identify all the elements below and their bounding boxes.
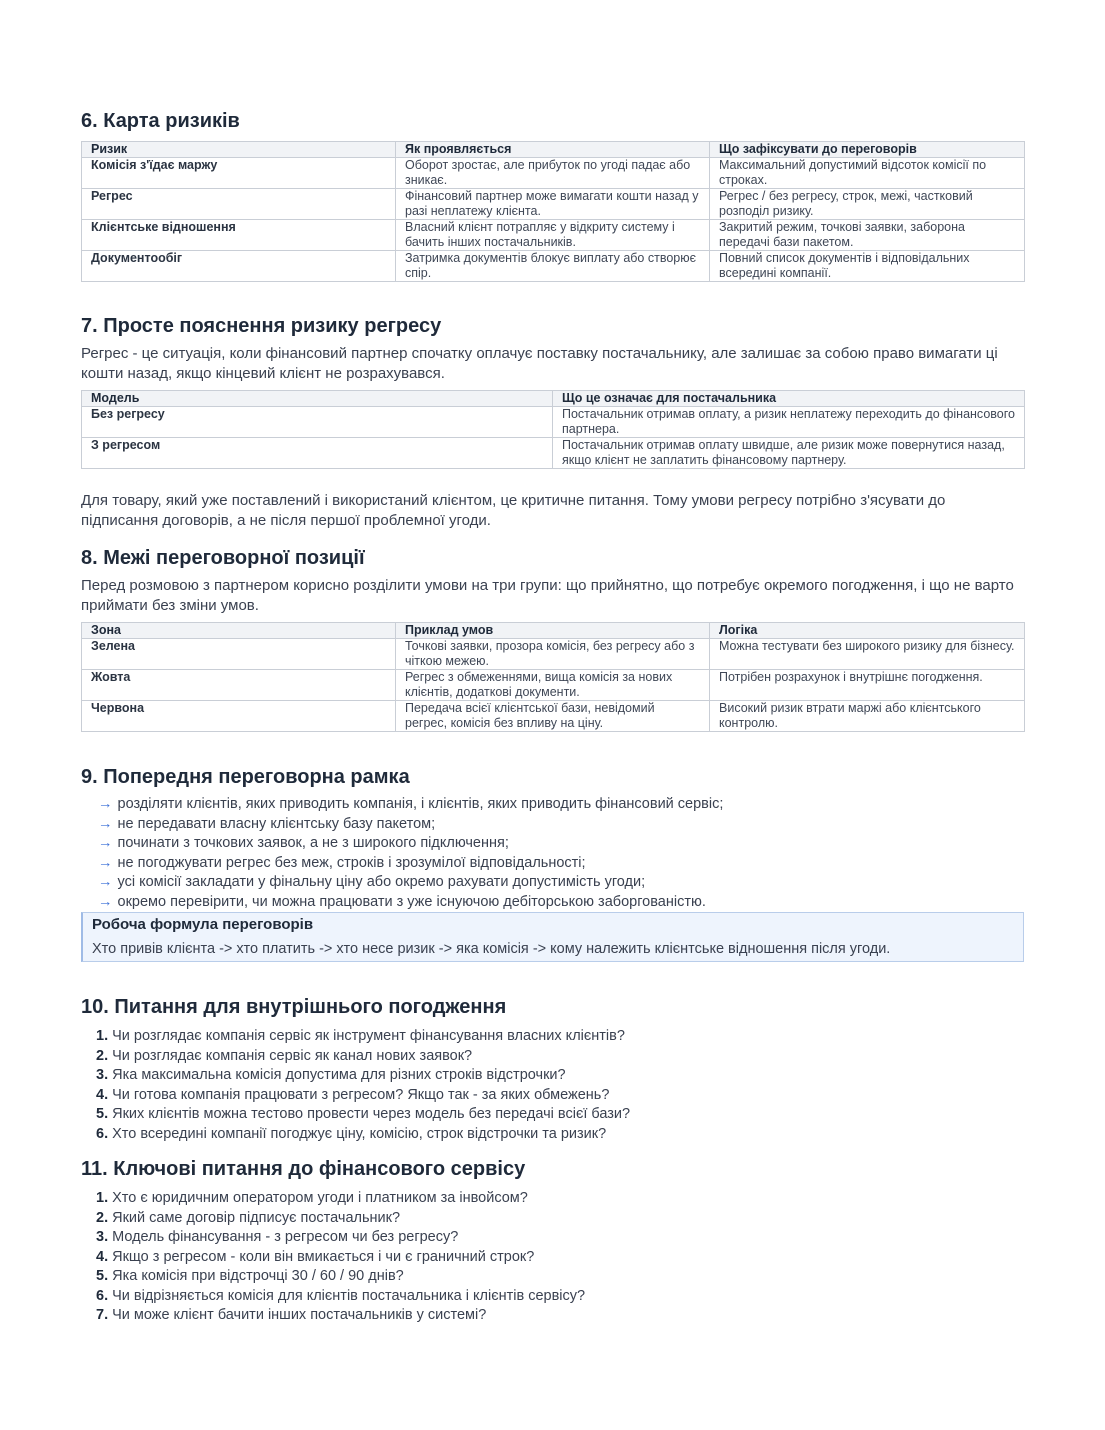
column-header: Що зафіксувати до переговорів	[710, 142, 1025, 158]
table-row	[82, 189, 1025, 220]
callout-title: Робоча формула переговорів	[92, 916, 314, 933]
table-cell: Комісія з'їдає маржу	[82, 158, 396, 189]
list-number: 2.	[96, 1209, 109, 1226]
list-number: 5.	[96, 1268, 109, 1284]
list-item-text: не погоджувати регрес без меж, строків і зрозумілої відповідальності;	[117, 854, 586, 871]
list-number: 4.	[96, 1086, 109, 1103]
table-cell: Без регресу	[82, 407, 553, 438]
callout-text: Хто привів клієнта -> хто платить -> хто несе ризик -> яка комісія -> кому належить клієнтське відношення після угоди.	[92, 941, 891, 957]
list-number: 4.	[96, 1248, 109, 1265]
list-item-text: розділяти клієнтів, яких приводить компанія, і клієнтів, яких приводить фінансовий сервіс;	[117, 796, 724, 812]
list-item-text: окремо перевірити, чи можна працювати з уже існуючою дебіторською заборгованістю.	[117, 893, 706, 910]
negotiation-intro: Перед розмовою з партнером корисно розділити умови на три групи: що прийнятно, що потребує окремого погодження, і що не варто приймати без зміни умов.	[81, 577, 1014, 614]
list-item	[96, 1047, 1024, 1067]
table-header-row	[82, 142, 1025, 158]
service-questions-list	[81, 1189, 1024, 1326]
regress-outro: Для товару, який уже поставлений і використаний клієнтом, це критичне питання. Тому умови регресу потрібно з'ясувати до підписання договорів, а не після першої проблемної угоди.	[81, 492, 946, 529]
list-item-text: усі комісії закладати у фінальну ціну або окремо рахувати допустимість угоди;	[117, 874, 646, 890]
section-8-title: 8. Межі переговорної позиції	[81, 547, 365, 569]
list-item-text: Якщо з регресом - коли він вмикається і чи є граничний строк?	[112, 1248, 535, 1265]
internal-questions-list	[81, 1027, 1024, 1144]
table-cell: Постачальник отримав оплату, а ризик неплатежу переходить до фінансового партнера.	[553, 407, 1025, 438]
table-cell: Регрес	[82, 189, 396, 220]
column-header: Зона	[82, 623, 396, 639]
formula-callout	[81, 912, 1024, 962]
table-cell: Передача всієї клієнтської бази, невідомий регрес, комісія без впливу на ціну.	[396, 701, 710, 732]
negotiation-zones-table	[81, 622, 1025, 732]
table-row	[82, 639, 1025, 670]
list-number: 1.	[96, 1028, 109, 1044]
list-number: 6.	[96, 1125, 109, 1142]
table-cell: Регрес з обмеженнями, вища комісія за нових клієнтів, додаткові документи.	[396, 670, 710, 701]
list-number: 7.	[96, 1307, 109, 1323]
table-cell: Максимальний допустимий відсоток комісії по строках.	[710, 158, 1025, 189]
list-item-text: Модель фінансування - з регресом чи без регресу?	[112, 1229, 459, 1245]
list-item	[96, 1209, 1024, 1229]
table-cell: Точкові заявки, прозора комісія, без регресу або з чіткою межею.	[396, 639, 710, 670]
table-row	[82, 158, 1025, 189]
section-7-title: 7. Просте пояснення ризику регресу	[81, 315, 442, 337]
list-item-text: Хто всередині компанії погоджує ціну, комісію, строк відстрочки та ризик?	[112, 1125, 607, 1142]
arrow-right-icon: →	[98, 893, 113, 910]
table-cell: Клієнтське відношення	[82, 220, 396, 251]
risk-map-table	[81, 141, 1025, 282]
table-row	[82, 407, 1025, 438]
list-number: 3.	[96, 1067, 109, 1083]
table-header-row	[82, 391, 1025, 407]
table-cell: Високий ризик втрати маржі або клієнтського контролю.	[710, 701, 1025, 732]
table-row	[82, 438, 1025, 469]
table-cell: З регресом	[82, 438, 553, 469]
table-cell: Власний клієнт потрапляє у відкриту систему і бачить інших постачальників.	[396, 220, 710, 251]
list-item	[96, 1189, 1024, 1209]
list-item	[98, 795, 1024, 815]
arrow-right-icon: →	[98, 796, 113, 812]
table-cell: Жовта	[82, 670, 396, 701]
list-item	[98, 834, 1024, 854]
column-header: Приклад умов	[396, 623, 710, 639]
list-item	[98, 854, 1024, 874]
table-cell: Червона	[82, 701, 396, 732]
column-header: Ризик	[82, 142, 396, 158]
list-number: 3.	[96, 1229, 109, 1245]
section-11-title: 11. Ключові питання до фінансового сервісу	[81, 1158, 526, 1180]
table-cell: Закритий режим, точкові заявки, заборона передачі бази пакетом.	[710, 220, 1025, 251]
list-item	[96, 1267, 1024, 1287]
section-9-title: 9. Попередня переговорна рамка	[81, 766, 410, 788]
section-6-title: 6. Карта ризиків	[81, 110, 240, 132]
regress-intro: Регрес - це ситуація, коли фінансовий партнер спочатку оплачує поставку постачальнику, але залишає за собою право вимагати ці кошти назад, якщо кінцевий клієнт не розрахувався.	[81, 345, 998, 382]
list-item-text: Який саме договір підписує постачальник?	[112, 1209, 401, 1226]
table-cell: Повний список документів і відповідальних всередині компанії.	[710, 251, 1025, 282]
list-item-text: Чи розглядає компанія сервіс як канал нових заявок?	[112, 1047, 473, 1064]
list-item-text: Яких клієнтів можна тестово провести через модель без передачі всієї бази?	[112, 1106, 631, 1122]
table-cell: Документообіг	[82, 251, 396, 282]
table-cell: Фінансовий партнер може вимагати кошти назад у разі неплатежу клієнта.	[396, 189, 710, 220]
list-item	[96, 1287, 1024, 1307]
list-item	[96, 1105, 1024, 1125]
list-number: 2.	[96, 1047, 109, 1064]
arrow-right-icon: →	[98, 874, 113, 890]
list-number: 1.	[96, 1190, 109, 1206]
list-item-text: Чи може клієнт бачити інших постачальників у системі?	[112, 1307, 487, 1323]
list-number: 5.	[96, 1106, 109, 1122]
table-cell: Оборот зростає, але прибуток по угоді падає або зникає.	[396, 158, 710, 189]
table-cell: Можна тестувати без широкого ризику для бізнесу.	[710, 639, 1025, 670]
list-item-text: Яка максимальна комісія допустима для різних строків відстрочки?	[112, 1067, 566, 1083]
list-item	[98, 893, 1024, 913]
list-item	[96, 1066, 1024, 1086]
list-item	[96, 1027, 1024, 1047]
list-item-text: Чи готова компанія працювати з регресом? Якщо так - за яких обмежень?	[112, 1086, 610, 1103]
list-item-text: не передавати власну клієнтську базу пакетом;	[117, 815, 436, 832]
table-row	[82, 220, 1025, 251]
list-item	[96, 1306, 1024, 1326]
table-cell: Потрібен розрахунок і внутрішнє погодження.	[710, 670, 1025, 701]
table-cell: Зелена	[82, 639, 396, 670]
table-cell: Регрес / без регресу, строк, межі, частковий розподіл ризику.	[710, 189, 1025, 220]
list-item-text: починати з точкових заявок, а не з широкого підключення;	[117, 835, 509, 851]
list-item	[98, 815, 1024, 835]
column-header: Модель	[82, 391, 553, 407]
list-item	[98, 873, 1024, 893]
table-cell: Постачальник отримав оплату швидше, але ризик може повернутися назад, якщо клієнт не заплатить фінансовому партнеру.	[553, 438, 1025, 469]
list-item	[96, 1228, 1024, 1248]
framework-list	[81, 795, 1024, 912]
arrow-right-icon: →	[98, 854, 113, 871]
regress-table	[81, 390, 1025, 469]
table-row	[82, 701, 1025, 732]
arrow-right-icon: →	[98, 815, 113, 832]
list-item	[96, 1086, 1024, 1106]
column-header: Що це означає для постачальника	[553, 391, 1025, 407]
column-header: Логіка	[710, 623, 1025, 639]
section-10-title: 10. Питання для внутрішнього погодження	[81, 996, 507, 1018]
column-header: Як проявляється	[396, 142, 710, 158]
table-cell: Затримка документів блокує виплату або створює спір.	[396, 251, 710, 282]
list-item-text: Яка комісія при відстрочці 30 / 60 / 90 днів?	[112, 1268, 404, 1284]
list-item	[96, 1125, 1024, 1145]
table-row	[82, 670, 1025, 701]
table-header-row	[82, 623, 1025, 639]
list-item-text: Чи розглядає компанія сервіс як інструмент фінансування власних клієнтів?	[112, 1028, 625, 1044]
table-row	[82, 251, 1025, 282]
list-item	[96, 1248, 1024, 1268]
arrow-right-icon: →	[98, 835, 113, 851]
list-item-text: Хто є юридичним оператором угоди і платником за інвойсом?	[112, 1190, 528, 1206]
list-item-text: Чи відрізняється комісія для клієнтів постачальника і клієнтів сервісу?	[112, 1287, 586, 1304]
list-number: 6.	[96, 1287, 109, 1304]
